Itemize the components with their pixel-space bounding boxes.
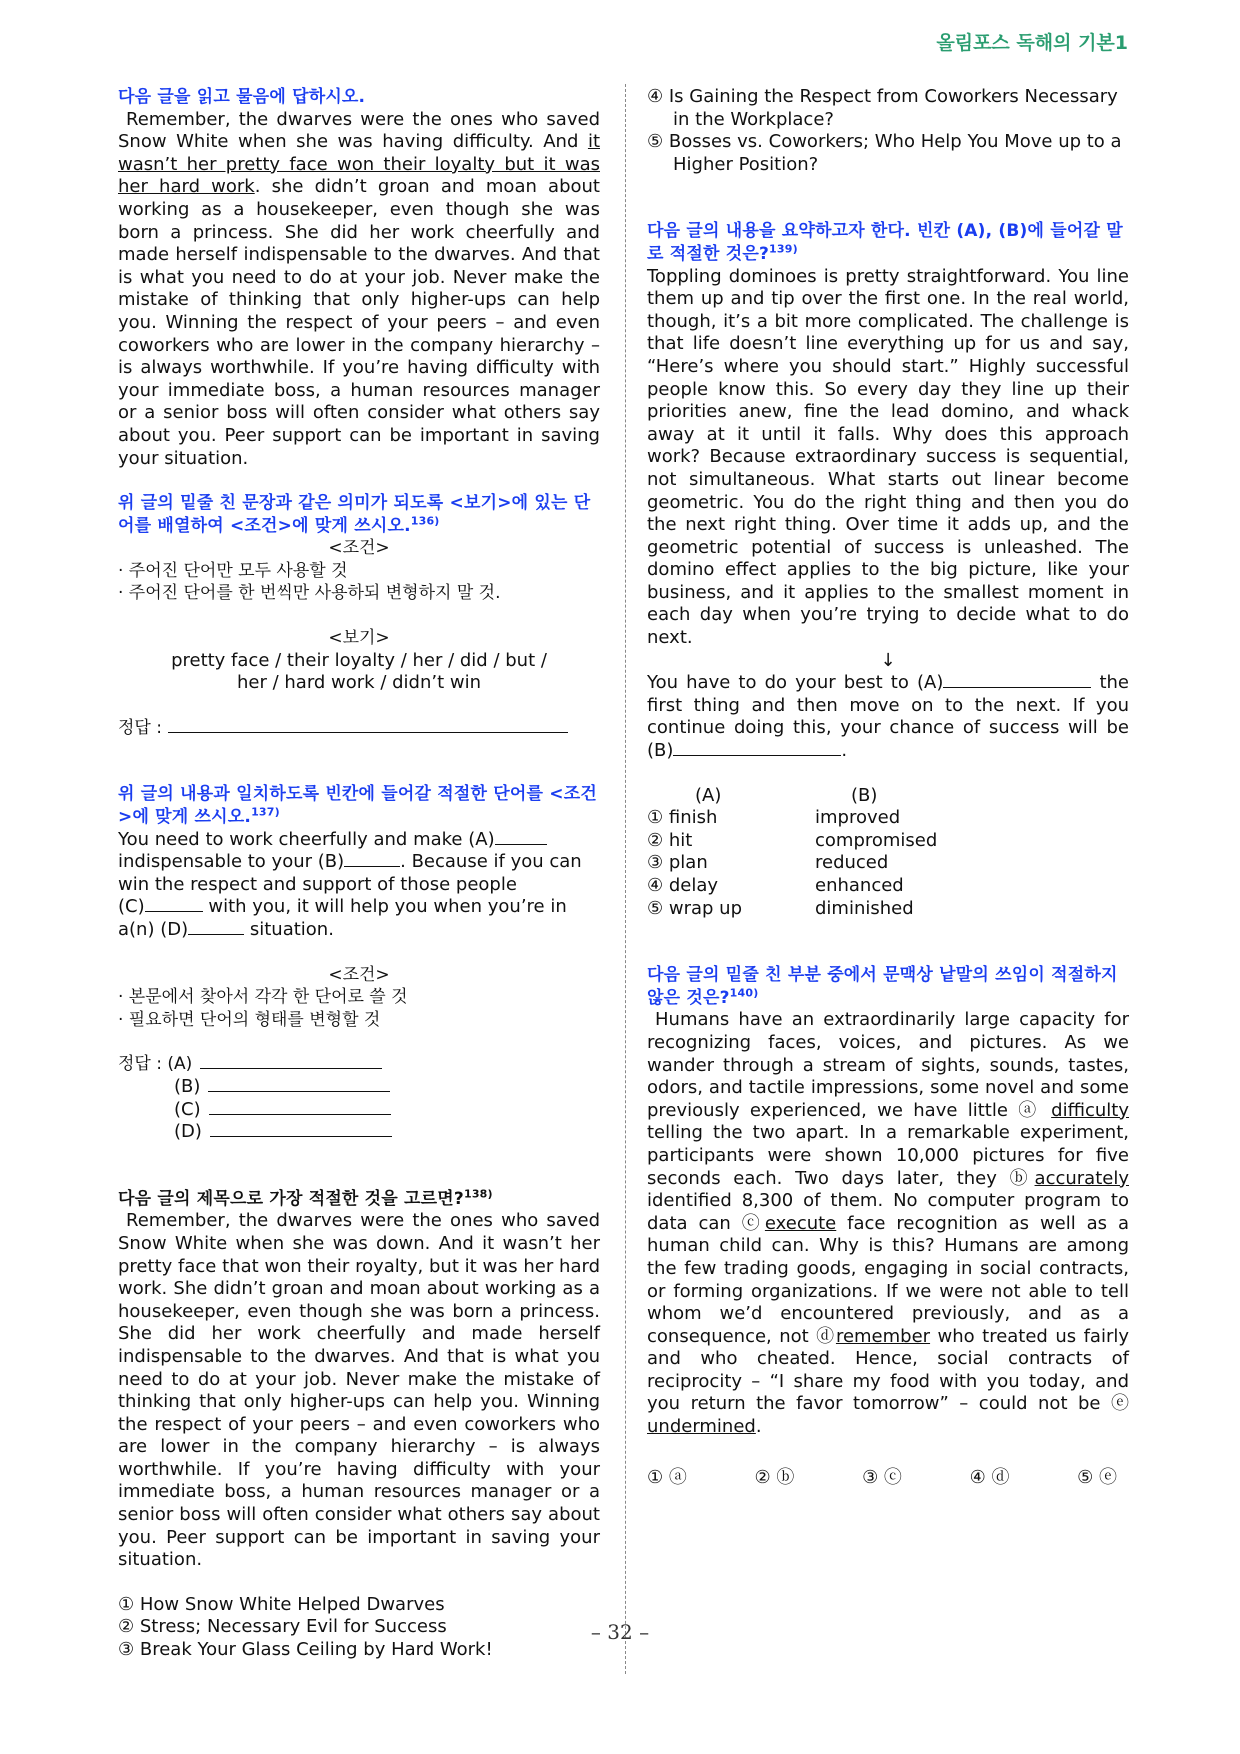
option-b-text: compromised (815, 829, 938, 851)
blank-d[interactable] (188, 920, 244, 935)
option-a-text: ③ plan (647, 852, 708, 874)
q140-option-2[interactable]: ② ⓑ (754, 1466, 795, 1488)
q136-instruction: 위 글의 밑줄 친 문장과 같은 의미가 되도록 <보기>에 있는 단어를 배열하여 <조건>에 맞게 쓰시오.$^{136)}$ (118, 493, 591, 536)
q140-option-1[interactable]: ① ⓐ (647, 1466, 687, 1488)
summary-arrow: ↓ (880, 649, 896, 671)
q136-box-title: <보기> (328, 628, 390, 649)
q138-option-2[interactable]: ② Stress; Necessary Evil for Success (118, 1616, 447, 1638)
blank-a[interactable] (495, 830, 547, 845)
q140-instruction: 다음 글의 밑줄 친 부분 중에서 문맥상 낱말의 쓰임이 적절하지 않은 것은?$^{140)}$ (647, 965, 1118, 1008)
q138-option-5[interactable]: ⑤ Bosses vs. Coworkers; Who Help You Move up to a Higher Position? (647, 131, 1122, 175)
q1-instruction: 다음 글을 읽고 물음에 답하시오. (118, 87, 366, 107)
left-column (118, 86, 600, 1662)
q137-text: You need to work cheerfully and make (A) indispensable to your (B) . Because if you can win the respect and support of those people (C) with you, it will help you when you’re in a(n) (D) situation. (118, 828, 582, 940)
q139-table-header: (A) (B) (695, 784, 878, 806)
q136-answer: 정답 : (118, 717, 600, 740)
q136-cond1: · 주어진 단어만 모두 사용할 것 (118, 560, 348, 581)
q137-answer-c: (C) (118, 1099, 600, 1122)
q136-box-line1: pretty face / their loyalty / her / did / but / (171, 649, 547, 671)
q138-option-4[interactable]: ④ Is Gaining the Respect from Coworkers Necessary in the Workplace? (647, 86, 1118, 130)
answer-b-line[interactable] (208, 1077, 390, 1092)
option-b-text: reduced (815, 852, 889, 874)
q137-answer-b: (B) (118, 1076, 600, 1099)
option-b-text: improved (815, 807, 901, 829)
q136-answer-line[interactable] (168, 718, 568, 733)
underline-e: undermined (647, 1416, 756, 1438)
q138-option-1[interactable]: ① How Snow White Helped Dwarves (118, 1593, 445, 1615)
option-b-text: enhanced (815, 875, 904, 896)
underline-c: execute (764, 1212, 837, 1234)
summary-blank-b[interactable] (673, 741, 841, 756)
option-a-text: ② hit (647, 829, 693, 851)
passage-139: Toppling dominoes is pretty straightforward. You line them up and tip over the first one. In the real world, though, it’s a bit more complicated. The challenge is that life doesn’t line everything up for us and say, “Here’s where you should start.” Highly successful people know this. So every day they line up their priorities anew, fine the lead domino, and whack away at it until it falls. Why does this approach work? Because extraordinary success is sequential, not simultaneous. What starts out linear become geometric. You do the right thing and then you do the next right thing. Over time it adds up, and the geometric potential of success is unleashed. The domino effect applies to the big picture, like your business, and it applies to the smallest moment in each day when you’re trying to decide what to do next. (647, 265, 1129, 649)
q140-option-3[interactable]: ③ ⓒ (862, 1466, 902, 1488)
q140-options (647, 1467, 1117, 1490)
underline-b: accurately (1034, 1167, 1129, 1189)
q139-option-table (647, 807, 1129, 920)
q139-instruction: 다음 글의 내용을 요약하고자 한다. 빈칸 (A), (B)에 들어갈 말로 적절한 것은?$^{139)}$ (647, 221, 1123, 264)
q137-cond1: · 본문에서 찾아서 각각 한 단어로 쓸 것 (118, 987, 408, 1008)
q136-box-line2: her / hard work / didn’t win (236, 672, 482, 694)
q138-option-3[interactable]: ③ Break Your Glass Ceiling by Hard Work! (118, 1639, 493, 1661)
option-a-text: ④ delay (647, 875, 719, 896)
q137-answer-d: (D) (118, 1121, 600, 1144)
passage-138: Remember, the dwarves were the ones who saved Snow White when she was down. And it wasn’t her pretty face that won their royalty, but it was her hard work. She didn’t groan and moan about working as a housekeeper, even though she was born a princess. She did her work cheerfully and made herself indispensable to the dwarves. And that is what you need to do at your job. Never make the mistake of thinking that only higher-ups can help you. Winning the respect of your peers – and even coworkers who are lower in the company hierarchy – is always worthwhile. If you’re having difficulty with your immediate boss, a human resources manager or a senior boss will often consider what others say about you. Peer support can be important in saving your situation. (118, 1210, 600, 1571)
underline-a: difficulty (1051, 1099, 1129, 1121)
q139-option-1[interactable] (647, 807, 1129, 830)
option-b-text: diminished (815, 897, 914, 919)
page-header-title: 올림포스 독해의 기본1 (936, 32, 1128, 54)
q136-cond-title: <조건> (328, 538, 390, 559)
q140-option-5[interactable]: ⑤ ⓔ (1077, 1466, 1117, 1488)
underline-d: remember (835, 1325, 931, 1347)
page-number: – 32 – (590, 1620, 650, 1644)
underlined-sentence: it wasn’t her pretty face won their loyalty but it was her hard work (118, 131, 600, 198)
blank-b[interactable] (344, 852, 400, 867)
q139-option-3[interactable] (647, 852, 1129, 875)
q139-option-5[interactable] (647, 898, 1129, 921)
passage-1: Remember, the dwarves were the ones who saved Snow White when she was having difficulty. And it wasn’t her pretty face won their loyalty but it was her hard work. she didn’t groan and moan about working as a housekeeper, even though she was born a princess. She did her work cheerfully and made herself indispensable to the dwarves. And that is what you need to do at your job. Never make the mistake of thinking that only higher-ups can help you. Winning the respect of your peers – and even coworkers who are lower in the company hierarchy – is always worthwhile. If you’re having difficulty with your immediate boss, a human resources manager or a senior boss will often consider what others say about you. Peer support can be important in saving your situation. (118, 108, 600, 469)
q137-answer-a: 정답 : (A) (118, 1053, 600, 1076)
q140-option-4[interactable]: ④ ⓓ (969, 1466, 1010, 1488)
option-a-text: ① finish (647, 807, 718, 829)
q136-cond2: · 주어진 단어를 한 번씩만 사용하되 변형하지 말 것. (118, 583, 501, 604)
q138-instruction: 다음 글의 제목으로 가장 적절한 것을 고르면?$^{138)}$ (118, 1187, 493, 1209)
column-divider (625, 84, 626, 1674)
answer-a-line[interactable] (200, 1054, 382, 1069)
q137-cond2: · 필요하면 단어의 형태를 변형할 것 (118, 1009, 381, 1030)
q139-summary: You have to do your best to (A) the first thing and then move on to the next. If you continue doing this, your chance of success will be (B) . (647, 672, 1129, 762)
passage-140: Humans have an extraordinarily large capacity for recognizing faces, voices, and pictures. As we wander through a stream of sights, sounds, tastes, odors, and tactile impressions, some novel and some previously experienced, we have little ⓐ difficulty telling the two apart. In a remarkable experiment, participants were shown 10,000 pictures for five seconds each. Two days later, they ⓑaccurately identified 8,300 of them. No computer program to data can ⓒexecute face recognition as well as a human child can. Why is this? Humans are among the few trading goods, engaging in social contracts, or forming organizations. If we were not able to tell whom we’d encountered previously, and as a consequence, not ⓓremember who treated us fairly and who cheated. Hence, social contracts of reciprocity – “I share my food with you today, and you return the favor tomorrow” – could not be ⓔ undermined. (647, 1009, 1129, 1438)
right-column (647, 86, 1129, 1489)
answer-d-line[interactable] (210, 1122, 392, 1137)
q139-option-2[interactable] (647, 830, 1129, 853)
option-a-text: ⑤ wrap up (647, 897, 742, 919)
answer-c-line[interactable] (209, 1100, 391, 1115)
q138-options-cont (647, 86, 1129, 176)
blank-c[interactable] (145, 897, 203, 912)
q137-instruction: 위 글의 내용과 일치하도록 빈칸에 들어갈 적절한 단어를 <조건>에 맞게 쓰시오.$^{137)}$ (118, 784, 597, 828)
summary-blank-a[interactable] (943, 673, 1091, 688)
q137-cond-title: <조건> (328, 964, 390, 985)
q139-option-4[interactable] (647, 875, 1129, 898)
